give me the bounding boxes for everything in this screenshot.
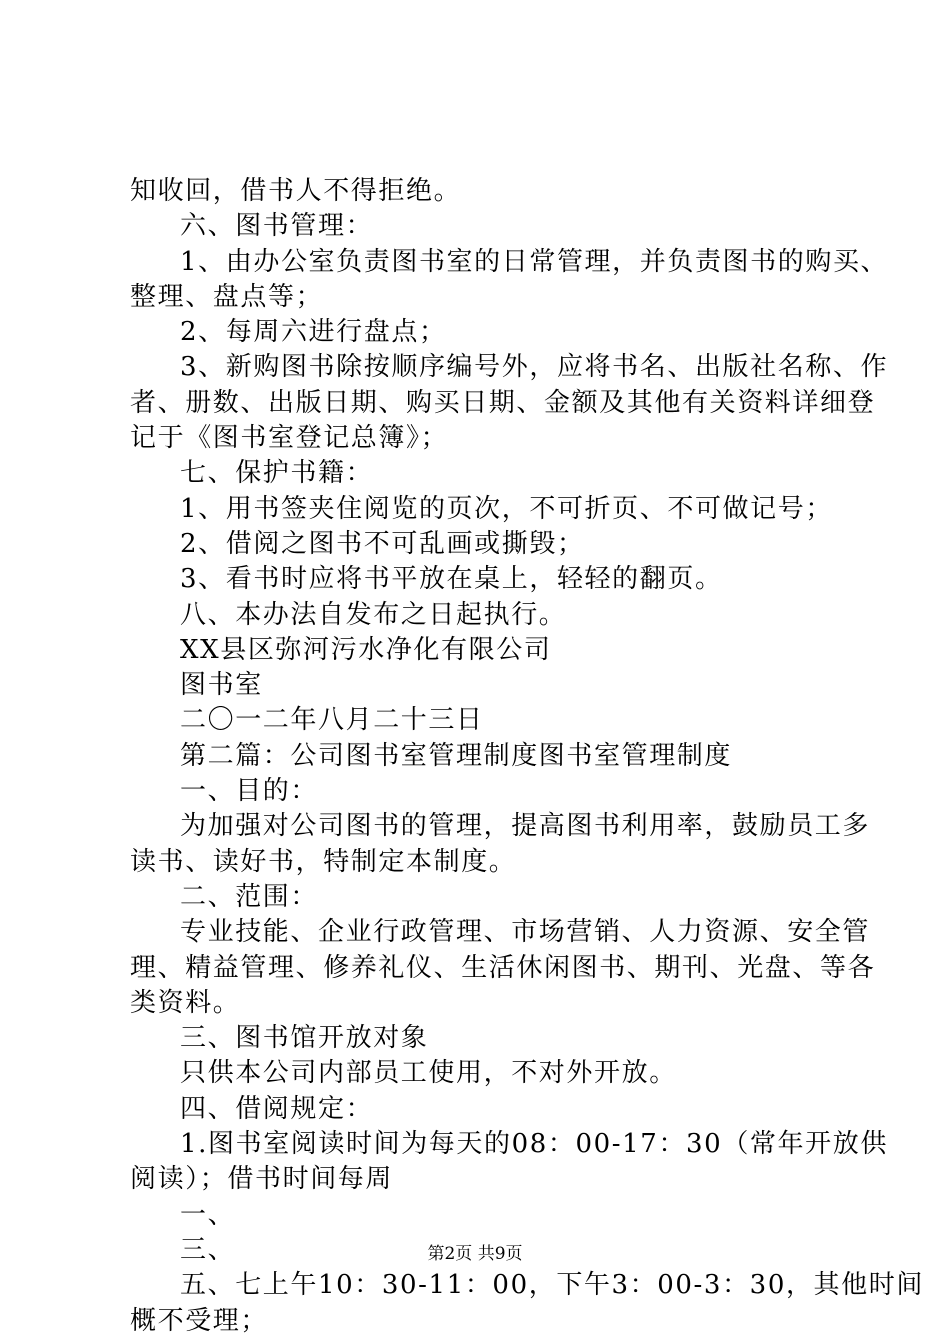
text-line: 阅读）；借书时间每周 xyxy=(130,1164,394,1195)
text-line: 2、借阅之图书不可乱画或撕毁； xyxy=(180,528,585,559)
text-line: 理、精益管理、修养礼仪、生活休闲图书、期刊、光盘、等各 xyxy=(130,952,876,983)
text-line: 八、本办法自发布之日起执行。 xyxy=(180,599,567,630)
text-line: 概不受理； xyxy=(130,1305,269,1336)
text-line: 类资料。 xyxy=(130,987,241,1018)
text-line: 者、册数、出版日期、购买日期、金额及其他有关资料详细登 xyxy=(130,387,876,418)
text-line: 一、 xyxy=(180,1199,236,1230)
text-line: 六、图书管理： xyxy=(180,211,374,242)
text-line: 为加强对公司图书的管理，提高图书利用率，鼓励员工多 xyxy=(180,811,871,842)
text-line: 3、看书时应将书平放在桌上，轻轻的翻页。 xyxy=(180,564,723,595)
text-line: 记于《图书室登记总簿》； xyxy=(130,423,449,454)
text-line: 3、新购图书除按顺序编号外，应将书名、出版社名称、作 xyxy=(180,352,889,383)
text-line: 2、每周六进行盘点； xyxy=(180,317,447,348)
document-body xyxy=(130,174,924,1339)
text-line: 三、图书馆开放对象 xyxy=(180,1023,429,1054)
text-line: 五、七上午10：30-11：00，下午3：00-3：30，其他时间 xyxy=(180,1270,924,1301)
page-footer: 第2页 共9页 xyxy=(427,1244,523,1264)
text-line: 专业技能、企业行政管理、市场营销、人力资源、安全管 xyxy=(180,917,871,948)
text-line: 1.图书室阅读时间为每天的08：00-17：30（常年开放供 xyxy=(180,1129,888,1160)
text-line: 整理、盘点等； xyxy=(130,281,324,312)
text-line: 四、借阅规定： xyxy=(180,1093,374,1124)
text-line: 三、 xyxy=(180,1234,236,1265)
text-line: 一、目的： xyxy=(180,776,319,807)
text-line: 只供本公司内部员工使用，不对外开放。 xyxy=(180,1058,677,1089)
text-line: 二〇一二年八月二十三日 xyxy=(180,705,484,736)
text-line: 图书室 xyxy=(180,670,263,701)
text-line: 知收回，借书人不得拒绝。 xyxy=(130,176,462,206)
text-line: 读书、读好书，特制定本制度。 xyxy=(130,846,517,877)
text-line: 1、用书签夹住阅览的页次，不可折页、不可做记号； xyxy=(180,493,833,524)
text-line: 七、保护书籍： xyxy=(180,458,374,489)
text-line: 二、范围： xyxy=(180,881,319,912)
text-line: 1、由办公室负责图书室的日常管理，并负责图书的购买、 xyxy=(180,246,889,277)
text-line: XX县区弥河污水净化有限公司 xyxy=(180,634,552,665)
text-line: 第二篇：公司图书室管理制度图书室管理制度 xyxy=(180,740,733,771)
